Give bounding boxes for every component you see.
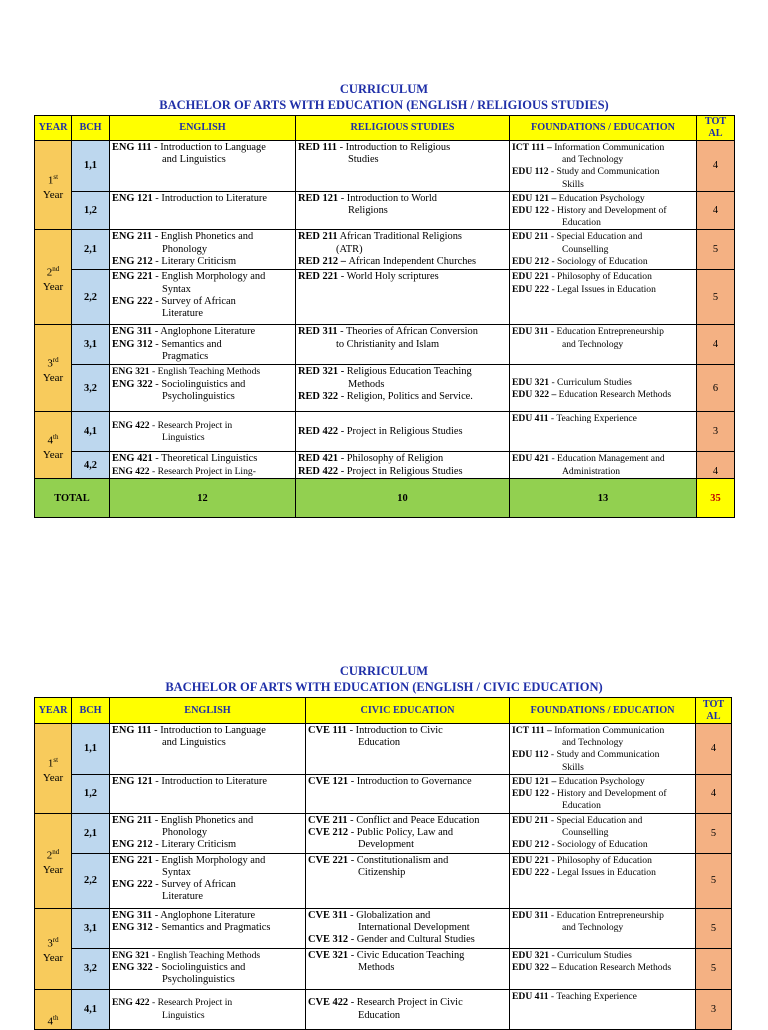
bch-cell: 2,2	[72, 270, 110, 325]
total-religious: 10	[296, 479, 510, 518]
row-2-2	[35, 853, 732, 908]
bch-cell: 4,2	[72, 452, 110, 479]
foundation-course-cell: EDU 311 - Education Entrepreneurship and Technology	[510, 325, 697, 365]
year-3-label: 3rd Year	[35, 908, 72, 989]
row-total: 5	[696, 948, 732, 989]
religious-course-cell: RED 221 - World Holy scriptures	[296, 270, 510, 325]
row-3-2	[35, 948, 732, 989]
year-3-label: 3rd Year	[35, 325, 72, 412]
header-bch: BCH	[72, 698, 110, 724]
header-year: YEAR	[35, 698, 72, 724]
religious-course-cell: RED 311 - Theories of African Conversion to Christianity and Islam	[296, 325, 510, 365]
religious-course-cell: RED 321 - Religious Education Teaching Methods RED 322 - Religion, Politics and Service.	[296, 365, 510, 412]
english-course-cell: ENG 311 - Anglophone Literature ENG 312 - Semantics and Pragmatics	[110, 908, 306, 948]
heading-line-programme: BACHELOR OF ARTS WITH EDUCATION (ENGLISH / CIVIC EDUCATION)	[165, 680, 603, 694]
row-2-2	[35, 270, 735, 325]
row-2-1	[35, 813, 732, 853]
civic-course-cell: CVE 211 - Conflict and Peace Education CVE 212 - Public Policy, Law and Development	[306, 813, 510, 853]
religious-course-cell: RED 211 African Traditional Religions (ATR) RED 212 – African Independent Churches	[296, 230, 510, 270]
foundation-course-cell: EDU 211 - Special Education and Counselling EDU 212 - Sociology of Education	[510, 813, 696, 853]
bch-cell: 4,1	[72, 989, 110, 1029]
civic-course-cell: CVE 321 - Civic Education Teaching Methods	[306, 948, 510, 989]
row-total: 4	[697, 141, 735, 192]
bch-cell: 2,1	[72, 813, 110, 853]
header-row	[35, 116, 735, 141]
heading-line-curriculum: CURRICULUM	[339, 664, 429, 678]
header-bch: BCH	[72, 116, 110, 141]
row-3-1	[35, 325, 735, 365]
year-4-label: 4th	[35, 989, 72, 1029]
english-course-cell: ENG 422 - Research Project in Linguistics	[110, 412, 296, 452]
foundation-course-cell: EDU 321 - Curriculum Studies EDU 322 – Education Research Methods	[510, 365, 697, 412]
bch-cell: 2,1	[72, 230, 110, 270]
bch-cell: 1,1	[72, 141, 110, 192]
heading-line-programme: BACHELOR OF ARTS WITH EDUCATION (ENGLISH / RELIGIOUS STUDIES)	[159, 98, 609, 112]
english-course-cell: ENG 321 - English Teaching Methods ENG 322 - Sociolinguistics and Psycholinguistics	[110, 365, 296, 412]
header-total: TOT AL	[697, 116, 735, 141]
heading-line-curriculum: CURRICULUM	[339, 82, 429, 96]
header-row	[35, 698, 732, 724]
bch-cell: 1,2	[72, 775, 110, 814]
foundation-course-cell: EDU 121 – Education Psychology EDU 122 - History and Development of Education	[510, 775, 696, 814]
religious-course-cell: RED 111 - Introduction to Religious Studies	[296, 141, 510, 192]
header-total: TOT AL	[696, 698, 732, 724]
row-total: 6	[697, 365, 735, 412]
row-2-1	[35, 230, 735, 270]
english-course-cell: ENG 111 - Introduction to Language and Linguistics	[110, 724, 306, 775]
english-course-cell: ENG 311 - Anglophone Literature ENG 312 - Semantics and Pragmatics	[110, 325, 296, 365]
header-religious-studies: RELIGIOUS STUDIES	[296, 116, 510, 141]
bch-cell: 1,2	[72, 191, 110, 230]
english-course-cell: ENG 422 - Research Project in Linguistics	[110, 989, 306, 1029]
row-total: 4	[697, 452, 735, 479]
religious-course-cell: RED 121 - Introduction to World Religions	[296, 191, 510, 230]
row-1-1	[35, 724, 732, 775]
row-total: 5	[696, 813, 732, 853]
year-4-label: 4th Year	[35, 412, 72, 479]
row-total: 5	[696, 853, 732, 908]
foundation-course-cell: EDU 411 - Teaching Experience	[510, 412, 697, 452]
bch-cell: 3,1	[72, 908, 110, 948]
year-2-label: 2nd Year	[35, 813, 72, 908]
bch-cell: 1,1	[72, 724, 110, 775]
curriculum-heading-1	[0, 81, 768, 113]
row-total: 4	[696, 724, 732, 775]
row-total: 4	[697, 191, 735, 230]
foundation-course-cell: EDU 221 - Philosophy of Education EDU 222 - Legal Issues in Education	[510, 853, 696, 908]
english-course-cell: ENG 221 - English Morphology and Syntax ENG 222 - Survey of African Literature	[110, 853, 306, 908]
civic-course-cell: CVE 111 - Introduction to Civic Education	[306, 724, 510, 775]
english-course-cell: ENG 121 - Introduction to Literature	[110, 775, 306, 814]
foundation-course-cell: EDU 421 - Education Management and Administration	[510, 452, 697, 479]
header-english: ENGLISH	[110, 116, 296, 141]
total-foundations: 13	[510, 479, 697, 518]
row-3-2	[35, 365, 735, 412]
foundation-course-cell: EDU 211 - Special Education and Counselling EDU 212 - Sociology of Education	[510, 230, 697, 270]
grand-total: 35	[697, 479, 735, 518]
english-course-cell: ENG 211 - English Phonetics and Phonology ENG 212 - Literary Criticism	[110, 230, 296, 270]
civic-course-cell: CVE 311 - Globalization and International Development CVE 312 - Gender and Cultural Studies	[306, 908, 510, 948]
civic-course-cell: CVE 121 - Introduction to Governance	[306, 775, 510, 814]
header-year: YEAR	[35, 116, 72, 141]
header-foundations: FOUNDATIONS / EDUCATION	[510, 698, 696, 724]
header-english: ENGLISH	[110, 698, 306, 724]
curriculum-heading-2	[0, 663, 768, 695]
english-course-cell: ENG 421 - Theoretical Linguistics ENG 422 - Research Project in Ling-	[110, 452, 296, 479]
row-1-2	[35, 191, 735, 230]
total-label: TOTAL	[35, 479, 110, 518]
year-1-label: 1st Year	[35, 141, 72, 230]
foundation-course-cell: EDU 411 - Teaching Experience	[510, 989, 696, 1029]
row-1-1	[35, 141, 735, 192]
foundation-course-cell: EDU 321 - Curriculum Studies EDU 322 – Education Research Methods	[510, 948, 696, 989]
row-total: 5	[697, 230, 735, 270]
foundation-course-cell: ICT 111 – Information Communication and Technology EDU 112 - Study and Communication Skills	[510, 141, 697, 192]
foundation-course-cell: EDU 121 – Education Psychology EDU 122 - History and Development of Education	[510, 191, 697, 230]
row-4-1	[35, 989, 732, 1029]
civic-course-cell: CVE 221 - Constitutionalism and Citizenship	[306, 853, 510, 908]
english-course-cell: ENG 321 - English Teaching Methods ENG 322 - Sociolinguistics and Psycholinguistics	[110, 948, 306, 989]
english-course-cell: ENG 221 - English Morphology and Syntax ENG 222 - Survey of African Literature	[110, 270, 296, 325]
total-row	[35, 479, 735, 518]
english-course-cell: ENG 111 - Introduction to Language and Linguistics	[110, 141, 296, 192]
curriculum-table-civic	[34, 697, 732, 1030]
foundation-course-cell: ICT 111 – Information Communication and Technology EDU 112 - Study and Communication Skills	[510, 724, 696, 775]
row-total: 5	[697, 270, 735, 325]
row-total: 4	[697, 325, 735, 365]
curriculum-table-religious	[34, 115, 735, 518]
religious-course-cell: RED 422 - Project in Religious Studies	[296, 412, 510, 452]
row-total: 3	[696, 989, 732, 1029]
row-total: 3	[697, 412, 735, 452]
religious-course-cell: RED 421 - Philosophy of Religion RED 422 - Project in Religious Studies	[296, 452, 510, 479]
bch-cell: 2,2	[72, 853, 110, 908]
row-4-2	[35, 452, 735, 479]
bch-cell: 3,2	[72, 365, 110, 412]
row-1-2	[35, 775, 732, 814]
civic-course-cell: CVE 422 - Research Project in Civic Education	[306, 989, 510, 1029]
row-3-1	[35, 908, 732, 948]
year-1-label: 1st Year	[35, 724, 72, 814]
english-course-cell: ENG 211 - English Phonetics and Phonology ENG 212 - Literary Criticism	[110, 813, 306, 853]
year-2-label: 2nd Year	[35, 230, 72, 325]
foundation-course-cell: EDU 311 - Education Entrepreneurship and Technology	[510, 908, 696, 948]
bch-cell: 3,2	[72, 948, 110, 989]
english-course-cell: ENG 121 - Introduction to Literature	[110, 191, 296, 230]
bch-cell: 3,1	[72, 325, 110, 365]
bch-cell: 4,1	[72, 412, 110, 452]
row-total: 4	[696, 775, 732, 814]
header-civic-education: CIVIC EDUCATION	[306, 698, 510, 724]
total-english: 12	[110, 479, 296, 518]
header-foundations: FOUNDATIONS / EDUCATION	[510, 116, 697, 141]
row-4-1	[35, 412, 735, 452]
foundation-course-cell: EDU 221 - Philosophy of Education EDU 222 - Legal Issues in Education	[510, 270, 697, 325]
row-total: 5	[696, 908, 732, 948]
